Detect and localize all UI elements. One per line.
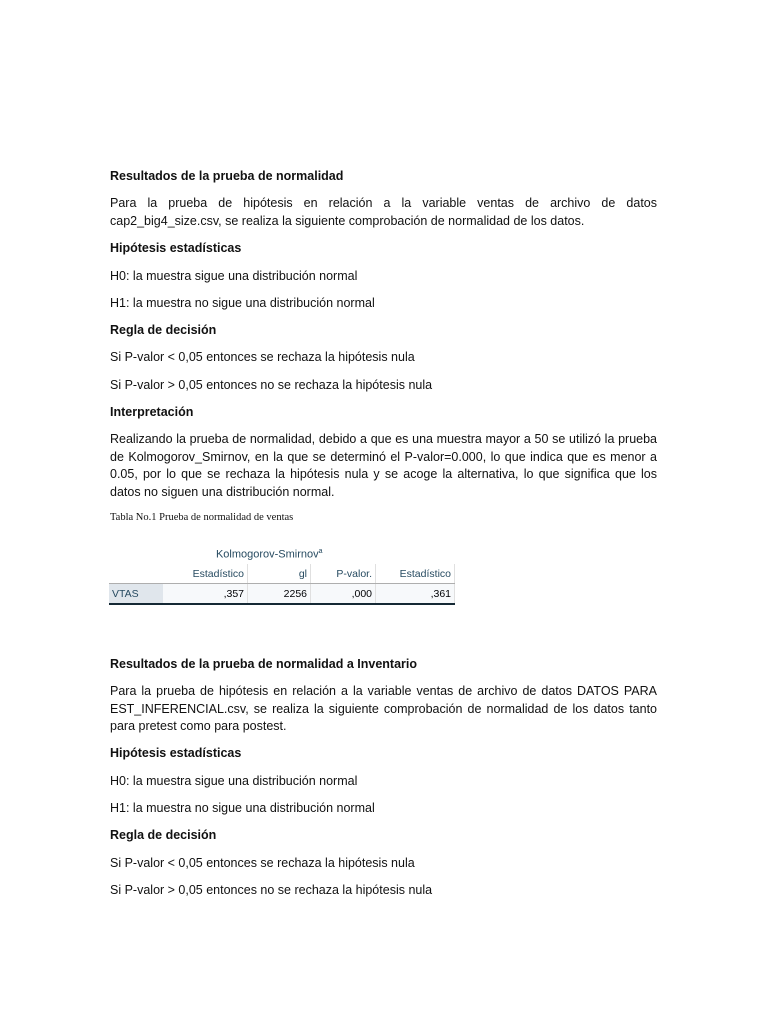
table-header-pvalor: P-valor. <box>311 564 376 584</box>
normality-table <box>109 545 455 605</box>
table-header-estadistico-2: Estadístico <box>376 564 455 584</box>
section2-h0: H0: la muestra sigue una distribución normal <box>110 774 358 788</box>
section1-interpretation: Realizando la prueba de normalidad, debido a que es una muestra mayor a 50 se utilizó la prueba de Kolmogorov_Smirnov, en la que se determinó el P-valor=0.000, lo que indica que es menor a 0.05, por lo que se rechaza la hipótesis nula y se acoge la alternativa, lo que significa que los datos no siguen una distribución normal. <box>110 432 657 499</box>
section2-intro: Para la prueba de hipótesis en relación a la variable ventas de archivo de datos DATOS PARA EST_INFERENCIAL.csv, se realiza la siguiente comprobación de normalidad de los datos tanto para pretest como para postest. <box>110 684 657 733</box>
section2-rule-heading: Regla de decisión <box>110 828 217 842</box>
section1-heading: Resultados de la prueba de normalidad <box>110 169 344 183</box>
section1-h0: H0: la muestra sigue una distribución normal <box>110 269 358 283</box>
section2-heading: Resultados de la prueba de normalidad a Inventario <box>110 657 418 671</box>
table-caption: Tabla No.1 Prueba de normalidad de ventas <box>110 512 294 523</box>
table-header-gl: gl <box>248 564 311 584</box>
section1-hypothesis-heading: Hipótesis estadísticas <box>110 241 242 255</box>
section1-h1: H1: la muestra no sigue una distribución normal <box>110 296 375 310</box>
table-row-label: VTAS <box>109 584 163 605</box>
section1-intro: Para la prueba de hipótesis en relación a la variable ventas de archivo de datos cap2_big4_size.csv, se realiza la siguiente comprobación de normalidad de los datos. <box>110 196 657 228</box>
section1-interpretation-heading: Interpretación <box>110 405 194 419</box>
table-corner-cell <box>109 545 163 564</box>
section2-rule1: Si P-valor < 0,05 entonces se rechaza la hipótesis nula <box>110 856 415 870</box>
table-group-row <box>109 545 455 564</box>
table-cell-gl: 2256 <box>248 584 311 605</box>
table-group-header-sup: a <box>318 548 323 556</box>
table-cell-pvalor: ,000 <box>311 584 376 605</box>
table-empty-cell <box>376 545 455 564</box>
table-header-empty <box>109 564 163 584</box>
table-cell-estadistico: ,357 <box>163 584 248 605</box>
section1-rule-heading: Regla de decisión <box>110 323 217 337</box>
table-row <box>109 584 455 605</box>
table-header-row <box>109 564 455 584</box>
section2-rule2: Si P-valor > 0,05 entonces no se rechaza la hipótesis nula <box>110 883 433 897</box>
table-header-estadistico: Estadístico <box>163 564 248 584</box>
section2-h1: H1: la muestra no sigue una distribución normal <box>110 801 375 815</box>
table-cell-estadistico-2: ,361 <box>376 584 455 605</box>
table-group-header-text: Kolmogorov-Smirnov <box>215 548 319 561</box>
table-group-header <box>163 545 376 564</box>
section1-rule2: Si P-valor > 0,05 entonces no se rechaza la hipótesis nula <box>110 378 433 392</box>
section2-hypothesis-heading: Hipótesis estadísticas <box>110 746 242 760</box>
section1-rule1: Si P-valor < 0,05 entonces se rechaza la hipótesis nula <box>110 350 415 364</box>
